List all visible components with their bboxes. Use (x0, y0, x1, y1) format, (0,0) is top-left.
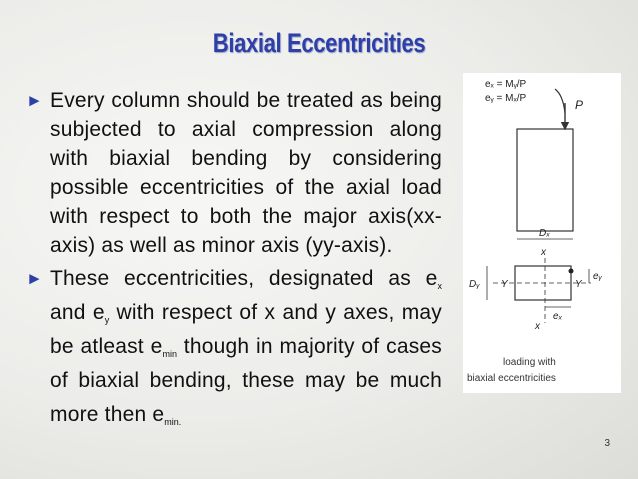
subscript-y: y (104, 315, 110, 325)
curved-leader (555, 89, 565, 113)
y-label-left: Y (501, 279, 508, 290)
eq-ey: eᵧ = Mₓ/P (485, 93, 527, 104)
column-elevation (517, 129, 573, 231)
subscript-x: x (437, 281, 442, 291)
ey-label: eᵧ (593, 271, 603, 282)
bullet-item (22, 86, 442, 260)
bullet-text-part: These eccentricities, designated as e (50, 267, 438, 290)
load-point (569, 269, 574, 274)
bullet-item (22, 262, 442, 432)
bullet-arrow-icon: ► (26, 91, 43, 110)
bullet-list (22, 86, 442, 432)
dx-label: Dₓ (539, 228, 551, 239)
dy-label: Dᵧ (469, 279, 480, 290)
page-number: 3 (604, 438, 610, 449)
load-label: P (575, 98, 584, 112)
x-label-top: x (541, 247, 546, 258)
figure-diagram (463, 73, 621, 393)
bullet-text-part: though in majority of cases of biaxial bending, these may be much more then e (50, 335, 442, 426)
y-label-right: Y (575, 279, 582, 290)
x-label-bottom: x (535, 321, 540, 332)
ex-label: eₓ (553, 311, 563, 322)
bullet-text: Every column should be treated as being subjected to axial compression along with biaxial bending by considering possible eccentricities of the axial load with respect to both the major axis(xx-axis) as well as minor axis (yy-axis). (50, 89, 442, 257)
slide-title: Biaxial Eccentricities (212, 28, 426, 58)
caption-line1: loading with (503, 357, 556, 368)
bullet-text-part: and e (50, 301, 105, 324)
eq-ex: eₓ = Mᵧ/P (485, 79, 527, 90)
caption-line2: biaxial eccentricities (467, 373, 556, 384)
eccentricity-figure (463, 73, 621, 393)
bullet-arrow-icon: ► (26, 269, 43, 288)
subscript-min: min (162, 349, 177, 359)
subscript-min-end: min. (164, 417, 182, 427)
bullet-text-part: with respect of x and y axes, may be atleast e (50, 301, 442, 358)
